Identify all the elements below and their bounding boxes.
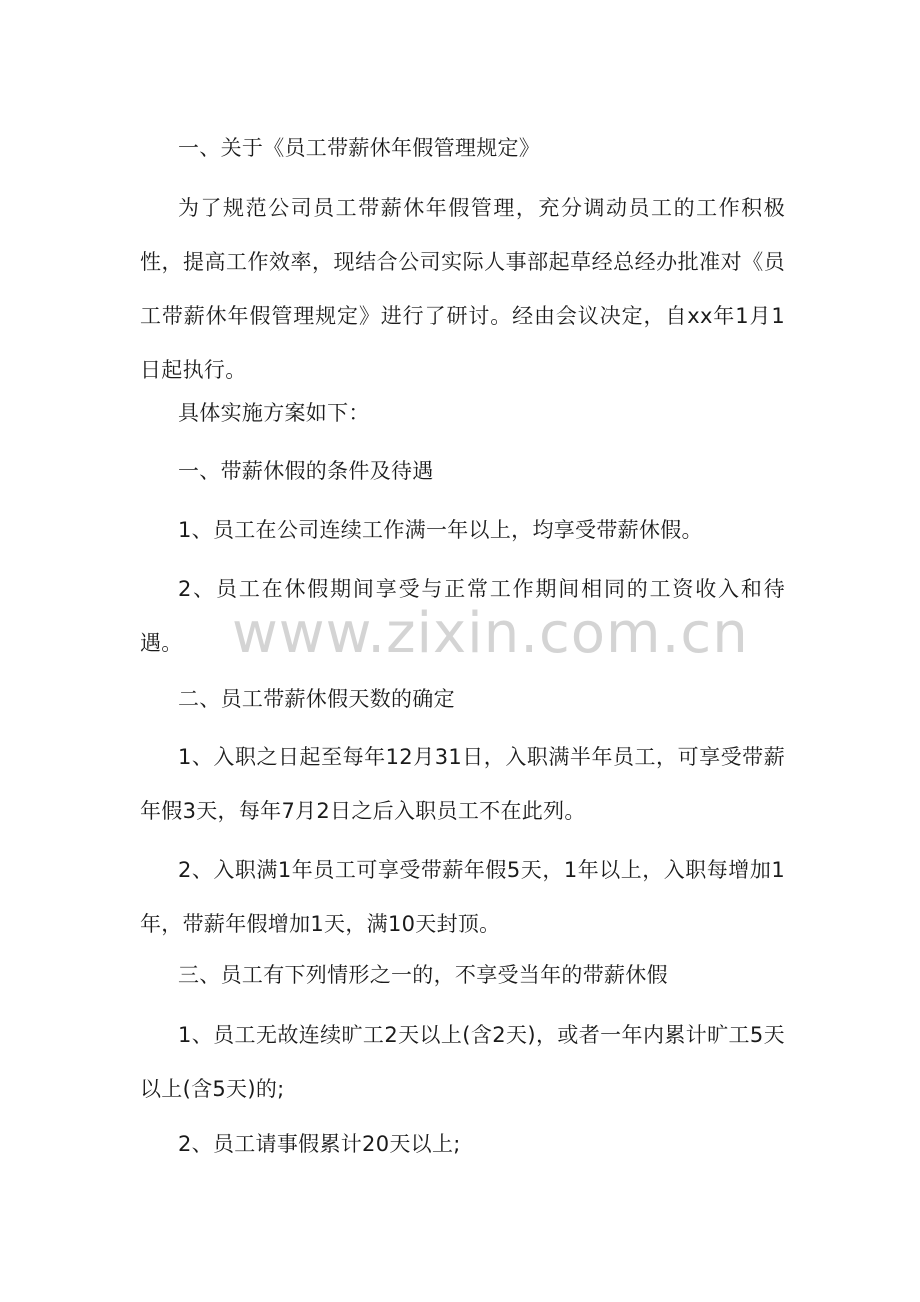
intro-paragraph: 为了规范公司员工带薪休年假管理，充分调动员工的工作积极性，提高工作效率，现结合公司实际人事部起草经总经办批准对《员工带薪休年假管理规定》进行了研讨。经由会议决定，自xx年1月1日起执行。	[140, 196, 785, 382]
days-item-2: 2、入职满1年员工可享受带薪年假5天，1年以上，入职每增加1年，带薪年假增加1天，满10天封顶。	[140, 858, 785, 936]
section-heading-conditions: 一、带薪休假的条件及待遇	[178, 459, 434, 483]
implementation-heading: 具体实施方案如下：	[178, 401, 370, 425]
condition-item-2: 2、员工在休假期间享受与正常工作期间相同的工资收入和待遇。	[140, 577, 785, 655]
exclusion-item-1: 1、员工无故连续旷工2天以上(含2天)，或者一年内累计旷工5天以上(含5天)的;	[140, 1023, 785, 1101]
days-item-1: 1、入职之日起至每年12月31日，入职满半年员工，可享受带薪年假3天，每年7月2日之后入职员工不在此列。	[140, 745, 785, 823]
exclusion-item-2: 2、员工请事假累计20天以上;	[178, 1132, 461, 1156]
section-heading-days: 二、员工带薪休假天数的确定	[178, 687, 455, 711]
section-heading-regulation: 一、关于《员工带薪休年假管理规定》	[178, 136, 541, 160]
section-heading-exclusions: 三、员工有下列情形之一的，不享受当年的带薪休假	[178, 963, 668, 987]
site-watermark: www.zixin.com.cn	[232, 601, 749, 666]
condition-item-1: 1、员工在公司连续工作满一年以上，均享受带薪休假。	[178, 518, 703, 542]
